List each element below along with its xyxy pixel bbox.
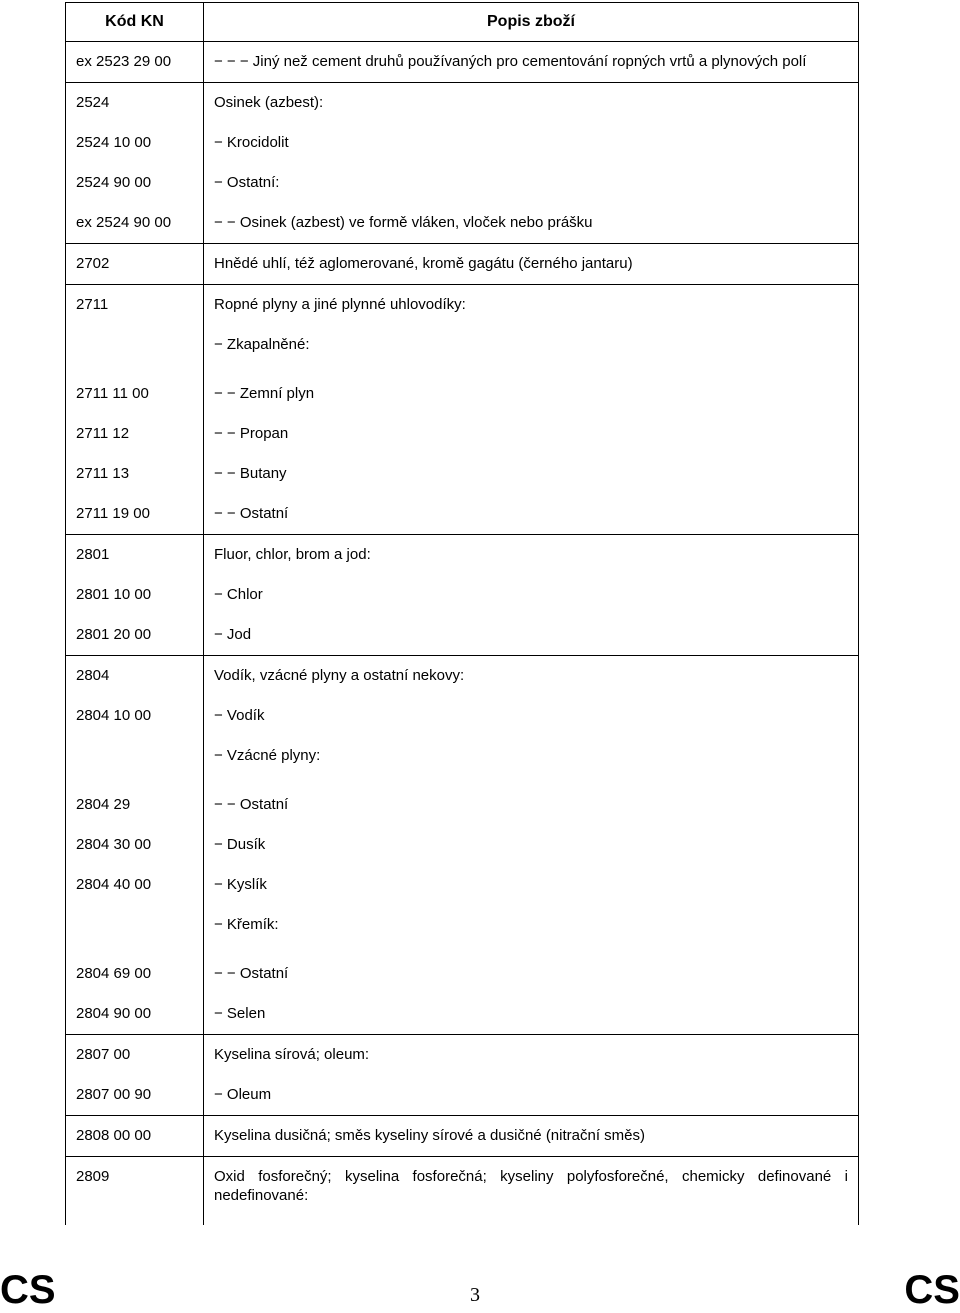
description-cell: − − Ostatní [204, 494, 859, 535]
description-cell: Oxid fosforečný; kyselina fosforečná; kyseliny polyfosforečné, chemicky definované i nedefinované: [204, 1157, 859, 1226]
description-cell: Fluor, chlor, brom a jod: [204, 535, 859, 576]
description-cell: Ropné plyny a jiné plynné uhlovodíky: [204, 285, 859, 326]
table-row [66, 325, 859, 374]
code-cell: 2524 90 00 [66, 163, 204, 203]
code-cell: 2807 00 90 [66, 1075, 204, 1116]
table-row [66, 535, 859, 576]
code-cell: 2711 11 00 [66, 374, 204, 414]
table-row [66, 83, 859, 124]
table-row [66, 696, 859, 736]
code-cell: 2807 00 [66, 1035, 204, 1076]
description-cell: − − Propan [204, 414, 859, 454]
code-cell: 2801 20 00 [66, 615, 204, 656]
tariff-table [65, 2, 859, 1225]
code-cell: 2804 30 00 [66, 825, 204, 865]
code-cell: 2711 [66, 285, 204, 326]
code-cell: 2711 13 [66, 454, 204, 494]
table-header-row [66, 3, 859, 42]
description-cell: − Oleum [204, 1075, 859, 1116]
table-row [66, 163, 859, 203]
table-row [66, 374, 859, 414]
description-cell: Kyselina sírová; oleum: [204, 1035, 859, 1076]
code-cell: 2711 19 00 [66, 494, 204, 535]
code-cell: 2804 90 00 [66, 994, 204, 1035]
description-cell: − − Osinek (azbest) ve formě vláken, vloček nebo prášku [204, 203, 859, 244]
description-cell: − − Ostatní [204, 954, 859, 994]
description-cell: − Jod [204, 615, 859, 656]
code-cell [66, 325, 204, 374]
table-row [66, 575, 859, 615]
code-cell: ex 2524 90 00 [66, 203, 204, 244]
description-cell: − Chlor [204, 575, 859, 615]
description-cell: Osinek (azbest): [204, 83, 859, 124]
header-code: Kód KN [66, 3, 204, 42]
code-cell: 2524 10 00 [66, 123, 204, 163]
code-cell: ex 2523 29 00 [66, 42, 204, 83]
description-cell: − − Butany [204, 454, 859, 494]
table-row [66, 1035, 859, 1076]
table-row [66, 414, 859, 454]
code-cell: 2711 12 [66, 414, 204, 454]
description-cell: − Kyslík [204, 865, 859, 905]
code-cell: 2524 [66, 83, 204, 124]
description-cell: − Ostatní: [204, 163, 859, 203]
header-description: Popis zboží [204, 3, 859, 42]
table-row [66, 994, 859, 1035]
code-cell: 2804 10 00 [66, 696, 204, 736]
description-cell: − Křemík: [204, 905, 859, 954]
code-cell: 2808 00 00 [66, 1116, 204, 1157]
table-row [66, 244, 859, 285]
description-cell: Kyselina dusičná; směs kyseliny sírové a dusičné (nitrační směs) [204, 1116, 859, 1157]
code-cell [66, 736, 204, 785]
table-row [66, 42, 859, 83]
description-cell: − Krocidolit [204, 123, 859, 163]
description-cell: − − Zemní plyn [204, 374, 859, 414]
description-cell: − − − Jiný než cement druhů používaných pro cementování ropných vrtů a plynových polí [204, 42, 859, 83]
code-cell: 2804 69 00 [66, 954, 204, 994]
code-cell: 2804 40 00 [66, 865, 204, 905]
code-cell: 2801 [66, 535, 204, 576]
table-row [66, 1075, 859, 1116]
table-row [66, 1116, 859, 1157]
code-cell: 2702 [66, 244, 204, 285]
table-row [66, 785, 859, 825]
table-row [66, 865, 859, 905]
description-cell: − Selen [204, 994, 859, 1035]
description-cell: − Dusík [204, 825, 859, 865]
footer-language-left: CS [0, 1268, 56, 1312]
footer-language-right: CS [904, 1268, 960, 1312]
table-row [66, 736, 859, 785]
table-row [66, 1157, 859, 1226]
table-row [66, 203, 859, 244]
code-cell: 2809 [66, 1157, 204, 1226]
table-row [66, 123, 859, 163]
table-row [66, 494, 859, 535]
table-row [66, 656, 859, 697]
description-cell: − Vzácné plyny: [204, 736, 859, 785]
description-cell: − − Ostatní [204, 785, 859, 825]
table-row [66, 615, 859, 656]
table-row [66, 954, 859, 994]
description-cell: − Zkapalněné: [204, 325, 859, 374]
code-cell: 2804 [66, 656, 204, 697]
description-cell: − Vodík [204, 696, 859, 736]
table-row [66, 454, 859, 494]
code-cell: 2801 10 00 [66, 575, 204, 615]
page-number: 3 [470, 1284, 480, 1306]
table-row [66, 905, 859, 954]
code-cell: 2804 29 [66, 785, 204, 825]
table-row [66, 825, 859, 865]
description-cell: Hnědé uhlí, též aglomerované, kromě gagátu (černého jantaru) [204, 244, 859, 285]
table-row [66, 285, 859, 326]
description-cell: Vodík, vzácné plyny a ostatní nekovy: [204, 656, 859, 697]
code-cell [66, 905, 204, 954]
